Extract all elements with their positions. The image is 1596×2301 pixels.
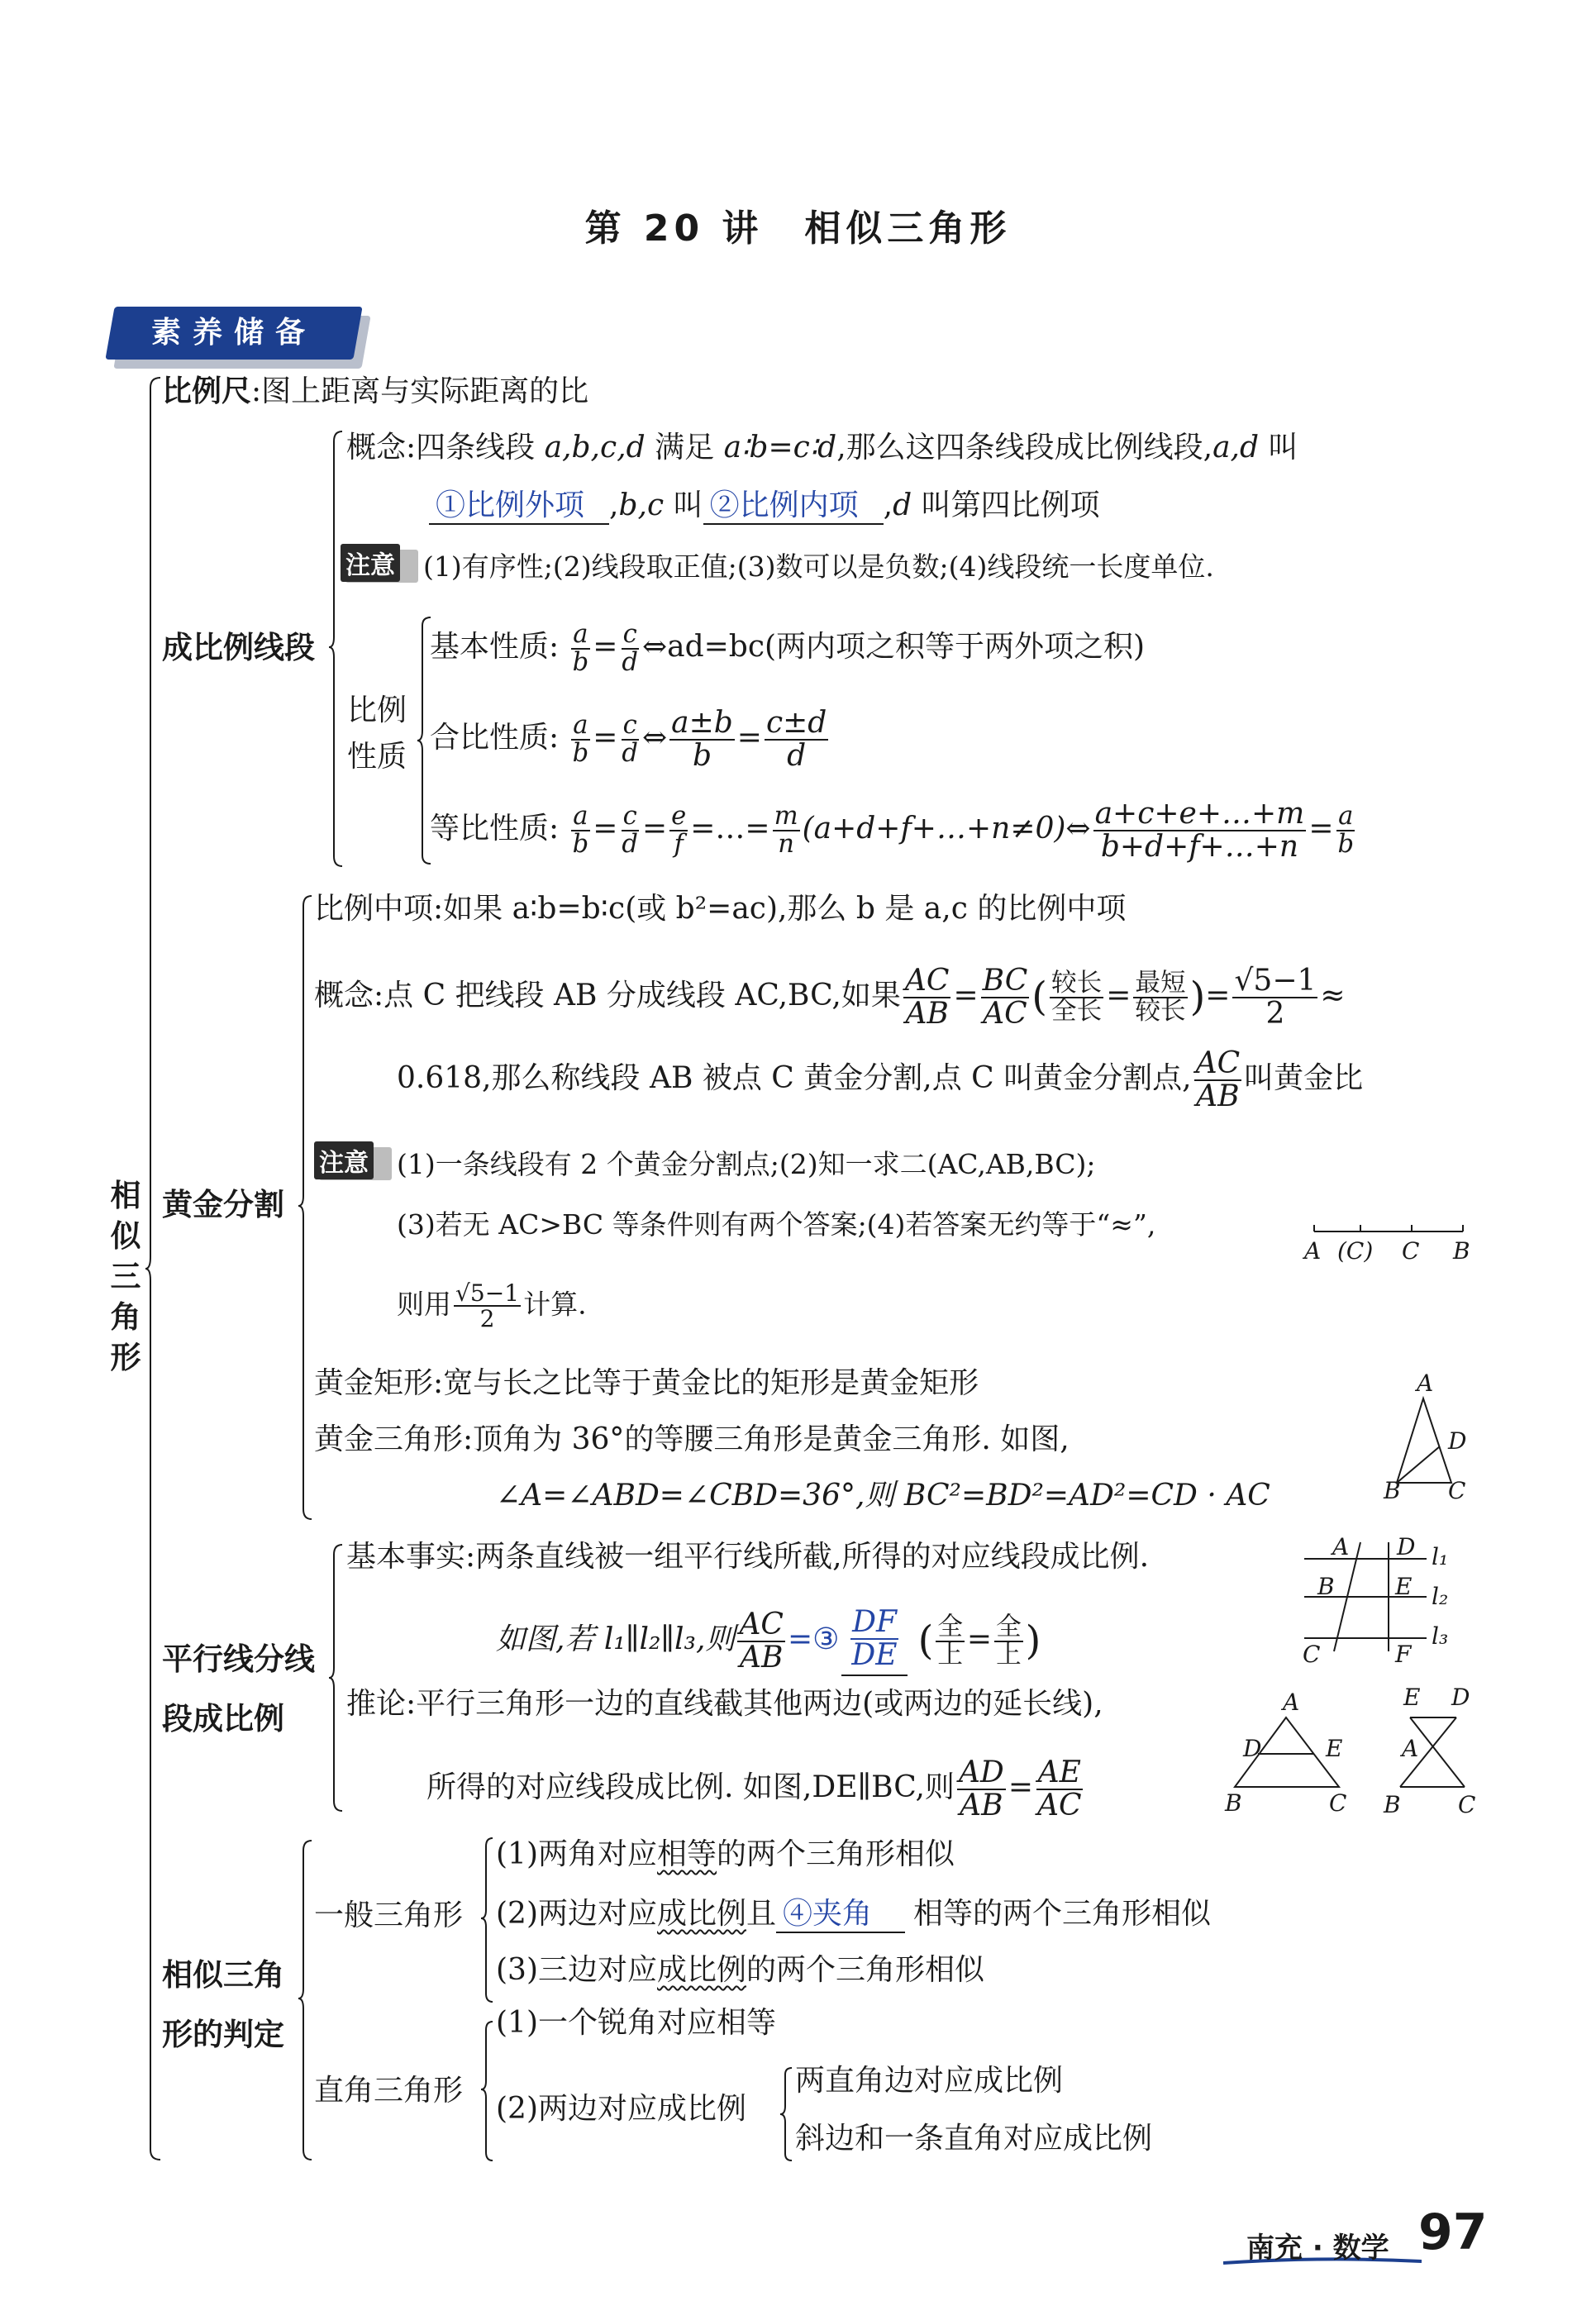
concept-vars: a,b,c,d [544,431,646,464]
concept-ad: a,d [1212,431,1260,464]
eq-circled: =③ [787,1622,840,1656]
g3-w: 成比例 [657,1953,747,1987]
general-triangle-label: 一般三角形 [314,1898,464,1932]
frac-num: BC [982,964,1028,998]
answer-blank-1: ①比例外项 [429,488,609,525]
proportional-concept-line2 [429,488,1100,525]
parallel-label-line: 段成比例 [162,1701,284,1736]
segment-figure [1311,1215,1466,1240]
frac-whole-upper [994,1614,1023,1669]
frac-golden-ratio [454,1281,521,1332]
notice3-a: 则用 [397,1288,451,1321]
frac-ac-ab [737,1609,785,1674]
seg-label: C [1402,1237,1420,1265]
frac-den: 上 [996,1640,1022,1670]
fig-label: l₃ [1432,1622,1449,1650]
frac-ae-ac [1036,1757,1084,1822]
frac-den: 2 [1265,996,1285,1031]
vertical-title [107,1175,144,1378]
golden-triangle: 黄金三角形:顶角为 36°的等腰三角形是黄金三角形. 如图, [314,1422,1070,1456]
frac-a-b [571,622,591,676]
fig-label: E [1395,1573,1413,1600]
frac-den: 2 [479,1305,495,1333]
frac-num: a [573,620,588,649]
scale-line [162,374,588,409]
similar-r2b: 斜边和一条直角对应成比例 [795,2122,1153,2156]
fig-label: A [1283,1689,1300,1716]
bracket-right-sub [780,2066,793,2162]
concept-mid: 满足 [655,431,715,464]
frac-num: c [622,801,637,831]
similar-label-line: 相似三角 [162,1957,284,1993]
frac-short-long [1133,970,1187,1025]
vtitle-char: 似 [110,1218,141,1254]
parallel-corollary-1: 推论:平行三角形一边的直线截其他两边(或两边的延长线), [346,1687,1103,1721]
parallel-corollary-2: 所得的对应线段成比例. 如图,DE∥BC,则 $\frac{AD}{AB}$ = $\frac{AE}{AC}$ [426,1756,1082,1822]
tri-label: C [1448,1477,1466,1504]
frac-ad-ab [957,1757,1006,1822]
bc-vars: b,c [618,488,665,522]
fig-label: B [1384,1791,1401,1818]
scale-text: :图上距离与实际距离的比 [251,374,589,408]
tri-label: B [1384,1477,1401,1504]
tri-label: A [1417,1370,1434,1397]
frac-bc-ac [981,965,1030,1030]
equal-cond: (a+d+f+…+n≠0)⇔ [802,811,1091,846]
fig-label: l₂ [1432,1583,1449,1610]
fig-label: C [1458,1791,1476,1818]
vtitle-char: 三 [110,1259,141,1294]
golden-triangle-2: ∠A=∠ABD=∠CBD=36°,则 BC²=BD²=AD²=CD · AC [496,1479,1270,1513]
frac-c-d [620,712,640,767]
g3-a: (3)三边对应 [496,1953,657,1987]
similar-r1: (1)一个锐角对应相等 [496,2006,776,2040]
page-title: 第 20 讲 相似三角形 [584,207,1012,250]
frac-e-f [669,803,688,858]
fig-label: D [1451,1684,1470,1711]
fig-label: D [1243,1735,1262,1762]
fig-label: l₁ [1432,1543,1449,1570]
similar-g2 [496,1896,1211,1933]
fig-label: E [1326,1735,1343,1762]
frac-num: AC [739,1608,784,1641]
bracket-similar [298,1839,313,2161]
approx-sign: ≈ [1320,978,1346,1012]
frac-den: b [1337,829,1355,859]
footer-text: 南充 · 数学 [1246,2232,1389,2265]
frac-num: √5−1 [455,1279,520,1307]
bracket-parallel [329,1543,344,1813]
frac-num: c [622,620,637,649]
frac-num: a±b [671,706,733,740]
frac-den: 上 [937,1640,963,1670]
frac-num: 较长 [1051,968,1103,998]
frac-cpmd-d [765,707,828,772]
fig-label: C [1329,1789,1347,1817]
frac-den: b [572,738,589,768]
sum-property: 合比性质: $\frac{a}{b}$ = $\frac{c}{d}$ ⇔ $\frac{a\pm b}{b}$ = $\frac{c\pm d}{d}$ [430,706,827,773]
vtitle-char: 相 [110,1178,141,1213]
bc-call: 叫 [673,488,703,522]
fig-label: F [1395,1641,1412,1668]
answer-blank-4: ④夹角 [776,1896,905,1933]
parallel-label-line: 平行线分线 [162,1641,315,1677]
parallel-example: 如图,若 l₁∥l₂∥l₃,则 $\frac{AC}{AB}$ =③ $\frac{DF}{DE}$ ( $\frac{\text{全}}{\text{上}}$ = $\frac{\text{全}}{\text{上}}$ ) [496,1605,1041,1675]
frac-den: n [778,829,794,859]
frac-ac-ab [903,965,951,1030]
fig-label: B [1225,1789,1242,1817]
fig-label: A [1332,1533,1350,1560]
g2-a: (2)两边对应 [496,1897,657,1931]
frac-num: AD [958,1756,1004,1789]
vtitle-char: 角 [110,1299,141,1335]
frac-den: d [622,648,638,678]
fig-label: E [1403,1684,1421,1711]
frac-den: 全长 [1051,996,1103,1026]
g3-b: 的两个三角形相似 [746,1953,985,1987]
frac-den: 较长 [1135,996,1186,1026]
basic-label: 基本性质: [430,630,560,665]
scale-label: 比例尺 [162,374,252,408]
frac-ac-ab [1194,1048,1242,1112]
bracket-main [145,376,162,2161]
bracket-proportional [329,430,344,868]
golden-concept-b-tail: 叫黄金比 [1244,1060,1364,1095]
parallel-fact: 基本事实:两条直线被一组平行线所截,所得的对应线段成比例. [346,1540,1150,1574]
g2-b: 且 [746,1897,777,1931]
frac-num: m [774,801,798,831]
frac-a-b [571,712,591,767]
frac-den: AB [1196,1079,1240,1113]
similar-label [162,1946,284,2065]
similar-g3 [496,1952,984,1988]
frac-den: AC [1036,1788,1082,1822]
golden-concept-line1: 概念:点 C 把线段 AB 分成线段 AC,BC,如果 $\frac{AC}{AB}$ = $\frac{BC}{AC}$ ( $\frac{\text{较长}}{\text{全长}}$ = $\frac{\text{最短}}{\text{较长}}$ )= $\frac{√5-1}{2}$ ≈ [314,964,1346,1031]
section-banner [105,307,362,360]
g2-w: 成比例 [657,1897,747,1931]
right-triangle-label: 直角三角形 [314,2074,464,2108]
basic-tail: ⇔ad=bc(两内项之积等于两外项之积) [641,630,1146,665]
page-number: 97 [1418,2203,1488,2261]
frac-den: b+d+f+…+n [1100,829,1299,864]
prop-group-label [347,688,407,780]
fig-label: A [1402,1735,1419,1762]
frac-den: b [692,738,712,773]
frac-num: a [573,710,588,740]
frac-num: a [1338,801,1354,831]
frac-num: 全 [996,1612,1022,1641]
frac-apmb-b [669,707,735,772]
golden-concept-b: 0.618,那么称线段 AB 被点 C 黄金分割,点 C 叫黄金分割点, [397,1060,1192,1095]
frac-den: b [572,829,589,859]
frac-num: AE [1037,1756,1081,1789]
frac-golden-ratio [1232,965,1317,1030]
vtitle-char: 形 [110,1340,141,1375]
parallel-label [162,1630,315,1749]
frac-num: c±d [765,706,827,740]
concept-rest: ,那么这四条线段成比例线段, [836,431,1213,464]
frac-num: e [671,801,687,831]
notice3-b: 计算. [523,1288,587,1321]
g2-c: 相等的两个三角形相似 [913,1897,1212,1931]
proportional-label: 成比例线段 [162,630,315,665]
golden-concept-a: 概念:点 C 把线段 AB 分成线段 AC,BC,如果 [314,978,901,1012]
frac-den: AB [960,1788,1003,1822]
equal-mid: =…= [690,811,770,846]
basic-property: 基本性质: $\frac{a}{b}$ = $\frac{c}{d}$ ⇔ad=bc(两内项之积等于两外项之积) [430,620,1146,678]
golden-mean: 比例中项:如果 a∶b=b∶c(或 b²=ac),那么 b 是 a,c 的比例中项 [314,892,1127,926]
frac-c-d [620,622,640,676]
seg-label: A [1304,1237,1322,1265]
frac-den: d [622,829,638,859]
g1-w: 相等 [657,1837,717,1871]
equal-label: 等比性质: [430,811,560,846]
frac-den: DE [851,1637,898,1672]
frac-num: AC [904,964,950,998]
concept-ratio: a∶b=c∶d [723,431,837,464]
section-banner-label: 素养储备 [150,316,317,350]
d-var: d [893,488,912,522]
frac-num: 最短 [1135,968,1186,998]
frac-a-b [1336,803,1355,858]
golden-concept-line2 [397,1048,1363,1112]
parallel-example-a: 如图,若 l₁∥l₂∥l₃,则 [496,1622,736,1656]
notice-badge: 注意 [314,1141,374,1179]
tri-label: D [1448,1427,1467,1455]
fig-label: D [1397,1533,1416,1560]
bracket-right [481,2020,494,2162]
sum-label: 合比性质: [430,720,560,755]
frac-den: d [787,738,807,773]
frac-a-b [571,803,591,858]
proportional-notice: (1)有序性;(2)线段取正值;(3)数可以是负数;(4)线段统一长度单位. [423,550,1214,583]
prop-group-line: 性质 [347,740,407,774]
frac-num: AC [1195,1046,1241,1080]
golden-notice-3 [397,1281,587,1332]
corollary2-text: 所得的对应线段成比例. 如图,DE∥BC,则 [426,1770,955,1804]
frac-whole-upper [936,1614,965,1669]
frac-den: b [572,648,589,678]
equal-property: 等比性质: $\frac{a}{b}$ = $\frac{c}{d}$ = $\frac{e}{f}$ =…= $\frac{m}{n}$ (a+d+f+…+n≠0)⇔ $\frac{a+c+e+\dots+m}{b+d+f+\dots+n}$ = $\frac{a}{b}$ [430,797,1355,864]
golden-label: 黄金分割 [162,1187,284,1222]
frac-sums [1093,798,1307,863]
golden-rect: 黄金矩形:宽与长之比等于黄金比的矩形是黄金矩形 [314,1366,979,1400]
bracket-general [481,1837,494,2003]
frac-num: a+c+e+…+m [1094,797,1305,831]
frac-den: AB [739,1640,784,1675]
frac-df-de [841,1607,907,1676]
bc-sep: , [609,488,619,522]
frac-m-n [773,803,800,858]
seg-label: (C) [1337,1237,1374,1265]
g1-a: (1)两角对应 [496,1837,657,1871]
golden-notice-1: (1)一条线段有 2 个黄金分割点;(2)知一求二(AC,AB,BC); [397,1148,1096,1180]
frac-num: a [573,801,588,831]
fig-label: B [1317,1573,1335,1600]
similar-g1 [496,1837,955,1872]
frac-den: AB [905,996,949,1031]
d-sep: , [883,488,893,522]
seg-label: B [1453,1237,1470,1265]
frac-c-d [620,803,640,858]
frac-den: AC [983,996,1027,1031]
similar-label-line: 形的判定 [162,2017,284,2052]
frac-den: d [622,738,638,768]
prop-group-line: 比例 [347,693,407,727]
similar-r2: (2)两边对应成比例 [496,2092,746,2126]
frac-num: 全 [937,1612,963,1641]
similar-r2a: 两直角边对应成比例 [795,2064,1064,2098]
concept-call: 叫 [1268,431,1298,464]
fig-label: C [1303,1641,1321,1668]
notice-badge: 注意 [341,544,400,582]
bracket-golden [298,894,313,1521]
g1-b: 的两个三角形相似 [717,1837,955,1871]
golden-notice-2: (3)若无 AC>BC 等条件则有两个答案;(4)若答案无约等于“≈”, [397,1208,1156,1241]
triangle-shape [1397,1398,1451,1483]
proportional-concept-line1 [346,430,1298,465]
frac-long-whole [1050,970,1103,1025]
answer-blank-2: ②比例内项 [703,488,884,525]
d-rest: 叫第四比例项 [921,488,1100,522]
frac-num: √5−1 [1234,964,1317,998]
frac-num: DF [852,1605,897,1639]
frac-num: c [622,710,637,740]
frac-den: f [674,829,684,859]
concept-prefix: 概念:四条线段 [346,431,536,464]
